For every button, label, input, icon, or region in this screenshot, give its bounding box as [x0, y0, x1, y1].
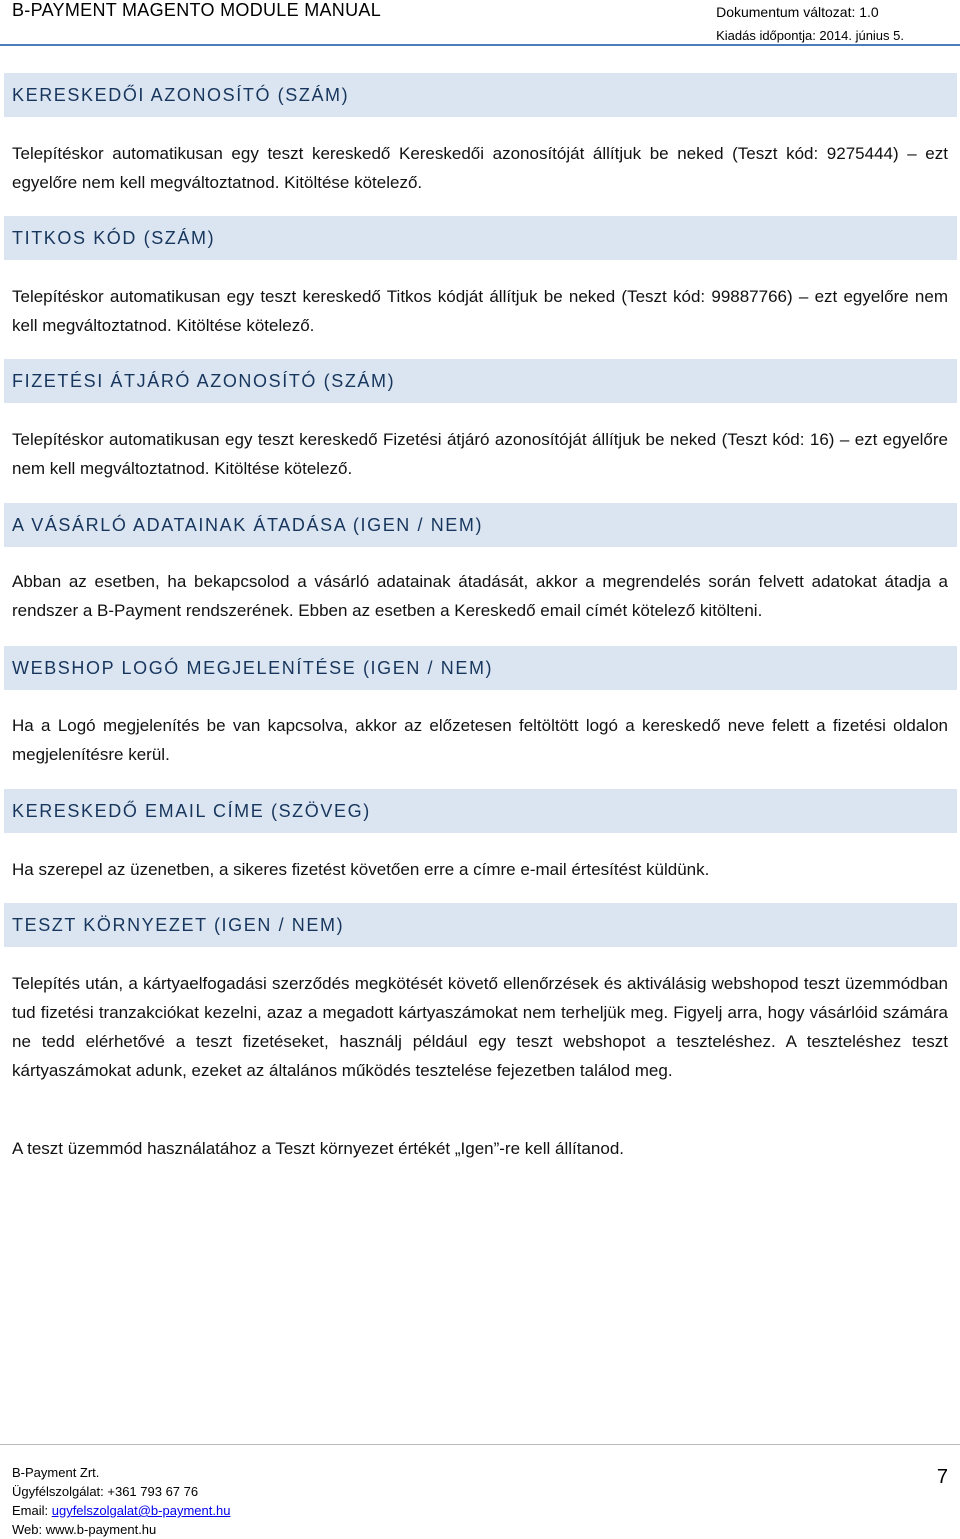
page-footer: [12, 1463, 230, 1539]
section-heading-merchant-id: [4, 73, 957, 117]
document-title: B-PAYMENT MAGENTO MODULE MANUAL: [12, 0, 382, 20]
section-heading-text: A VÁSÁRLÓ ADATAINAK ÁTADÁSA (IGEN / NEM): [12, 514, 484, 535]
section-heading-secret-code: [4, 216, 957, 260]
footer-web: Web: www.b-payment.hu: [12, 1522, 157, 1537]
section-paragraph: Ha a Logó megjelenítés be van kapcsolva, akkor az előzetesen feltöltött logó a kereskedő neve felett a fizetési oldalon megjelenítésre kerül.: [12, 716, 948, 764]
section-heading-merchant-email: [4, 789, 957, 833]
section-heading-text: TESZT KÖRNYEZET (IGEN / NEM): [12, 914, 345, 935]
section-heading-customer-data: [4, 503, 957, 547]
section-paragraph: Abban az esetben, ha bekapcsolod a vásárló adatainak átadását, akkor a megrendelés során felvett adatokat átadja a rendszer a B-Payment rendszerének. Ebben az esetben a Kereskedő email címét kötelező kitölteni.: [12, 572, 948, 620]
issue-date: Kiadás időpontja: 2014. június 5.: [716, 28, 904, 43]
section-heading-text: KERESKEDŐI AZONOSÍTÓ (SZÁM): [12, 84, 350, 105]
footer-company: B-Payment Zrt.: [12, 1465, 100, 1480]
document-version: Dokumentum változat: 1.0: [716, 4, 879, 20]
section-heading-webshop-logo: [4, 646, 957, 690]
footer-email-line: [12, 1501, 230, 1520]
section-paragraph: Telepítés után, a kártyaelfogadási szerződés megkötését követő ellenőrzések és aktiválásig webshopod teszt üzemmódban tud fizetési tranzakciókat kezelni, azaz a megadott kártyaszámokat nem terheljük meg. Figyelj arra, hogy vásárlóid számára ne tedd elérhetővé a teszt fizetéseket, használj például egy teszt webshopot a teszteléshez. A teszteléshez teszt kártyaszámokat adunk, ezeket az általános működés tesztelése fejezetben találod meg.: [12, 974, 948, 1080]
section-heading-text: WEBSHOP LOGÓ MEGJELENÍTÉSE (IGEN / NEM): [12, 657, 494, 678]
section-paragraph: A teszt üzemmód használatához a Teszt környezet értékét „Igen”-re kell állítanod.: [12, 1139, 624, 1158]
section-heading-gateway-id: [4, 359, 957, 403]
footer-phone: Ügyfélszolgálat: +361 793 67 76: [12, 1484, 199, 1499]
document-meta: [716, 0, 904, 48]
page-number: 7: [936, 1466, 948, 1488]
footer-rule: [0, 1444, 960, 1445]
footer-email-label: Email:: [12, 1503, 52, 1518]
section-heading-text: TITKOS KÓD (SZÁM): [12, 227, 216, 248]
section-paragraph: Telepítéskor automatikusan egy teszt kereskedő Fizetési átjáró azonosítóját állítjuk be neked (Teszt kód: 16) – ezt egyelőre nem kell megváltoztatnod. Kitöltése kötelező.: [12, 430, 948, 478]
section-paragraph: Telepítéskor automatikusan egy teszt kereskedő Kereskedői azonosítóját állítjuk be neked (Teszt kód: 9275444) – ezt egyelőre nem kell megváltoztatnod. Kitöltése kötelező.: [12, 144, 948, 192]
section-paragraph: Telepítéskor automatikusan egy teszt kereskedő Titkos kódját állítjuk be neked (Teszt kód: 99887766) – ezt egyelőre nem kell megváltoztatnod. Kitöltése kötelező.: [12, 287, 948, 335]
section-heading-text: FIZETÉSI ÁTJÁRÓ AZONOSÍTÓ (SZÁM): [12, 370, 396, 391]
section-heading-test-environment: [4, 903, 957, 947]
section-heading-text: KERESKEDŐ EMAIL CÍME (SZÖVEG): [12, 800, 371, 821]
header-rule: [0, 44, 960, 46]
section-paragraph: Ha szerepel az üzenetben, a sikeres fizetést követően erre a címre e-mail értesítést küldünk.: [12, 860, 710, 879]
footer-email-link[interactable]: ugyfelszolgalat@b-payment.hu: [51, 1503, 231, 1518]
